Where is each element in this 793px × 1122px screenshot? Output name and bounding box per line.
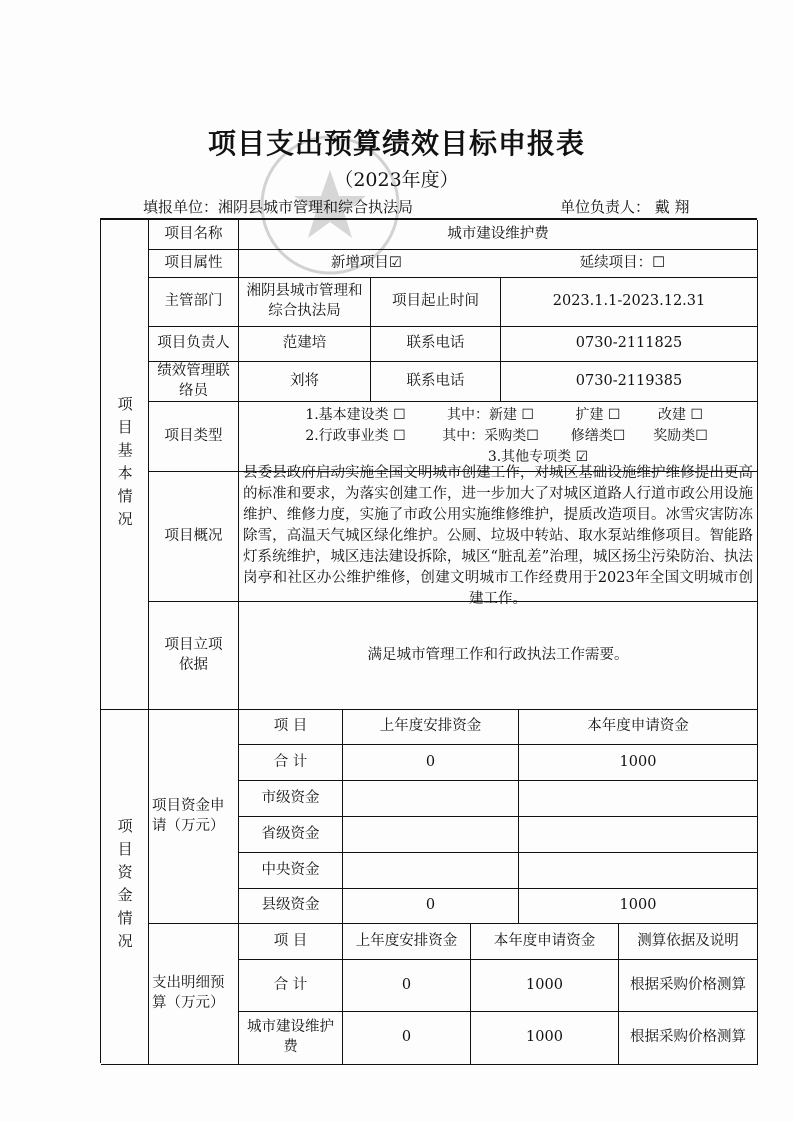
apply-row-label: 市级资金 (239, 781, 343, 817)
attr-continue-checkbox[interactable]: 延续项目：☐ (579, 254, 666, 271)
attr-label: 项目属性 (149, 250, 239, 278)
type-option[interactable]: 1.基本建设类 ☐ (305, 407, 406, 424)
apply-cell (343, 817, 519, 853)
liaison-phone: 0730-2119385 (501, 362, 758, 402)
apply-cell (343, 853, 519, 889)
unit-head: 单位负责人： 戴 翔 (560, 198, 690, 216)
name-label: 项目名称 (149, 220, 239, 250)
detail-label: 支出明细预算（万元） (149, 924, 239, 1065)
type-label: 项目类型 (149, 402, 239, 472)
detail-cell: 1000 (471, 1012, 619, 1065)
apply-label: 项目资金申请（万元） (149, 710, 239, 924)
dept-value: 湘阴县城市管理和综合执法局 (239, 278, 371, 327)
project-attribute (239, 250, 758, 278)
apply-row-label: 合 计 (239, 745, 343, 781)
phone-label: 联系电话 (371, 327, 501, 362)
apply-cell (519, 817, 758, 853)
attr-new-checkbox[interactable]: 新增项目☑ (330, 254, 402, 271)
detail-row-label: 城市建设维护费 (239, 1012, 343, 1065)
type-option[interactable]: 修缮类☐ (570, 428, 626, 445)
reporting-unit: 填报单位：湘阴县城市管理和综合执法局 (143, 198, 414, 216)
detail-row-label: 合 计 (239, 960, 343, 1012)
type-option[interactable]: 扩建 ☐ (575, 407, 621, 424)
project-name: 城市建设维护费 (239, 220, 758, 250)
apply-row-label: 中央资金 (239, 853, 343, 889)
type-option[interactable]: 其中：采购类☐ (442, 428, 539, 445)
lead-label: 项目负责人 (149, 327, 239, 362)
project-type-options (239, 402, 758, 472)
apply-row-label: 县级资金 (239, 889, 343, 924)
overview-text: 县委县政府启动实施全国文明城市创建工作，对城区基础设施维护维修提出更高的标准和要求，为落实创建工作，进一步加大了对城区道路人行道市政公用设施维护、维修力度，实施了市政公用实施维修维护，提质改造项目。冰雪灾害防冻除雪，高温天气城区绿化维护。公厕、垃圾中转站、取水泵站维修项目。智能路灯系统维护，城区违法建设拆除，城区“脏乱差”治理，城区扬尘污染防治、执法岗亭和社区办公维护维修，创建文明城市工作经费用于2023年全国文明城市创建工作。 (239, 472, 758, 602)
liaison-value: 刘将 (239, 362, 371, 402)
apply-cell: 1000 (519, 745, 758, 781)
page-title: 项目支出预算绩效目标申报表 (207, 127, 585, 160)
type-option[interactable]: 改建 ☐ (657, 407, 703, 424)
type-option[interactable]: 其中：新建 ☐ (446, 407, 534, 424)
section-funds-label: 项目资金情况 (101, 710, 149, 1065)
overview-label: 项目概况 (149, 472, 239, 602)
apply-cell: 1000 (519, 889, 758, 924)
apply-header-cell: 上年度安排资金 (343, 710, 519, 745)
apply-cell (519, 781, 758, 817)
detail-header-cell: 项 目 (239, 924, 343, 960)
phone-label: 联系电话 (371, 362, 501, 402)
detail-header-cell: 测算依据及说明 (619, 924, 758, 960)
detail-header-cell: 本年度申请资金 (471, 924, 619, 960)
fiscal-year: （2023年度） (334, 169, 459, 191)
type-option[interactable]: 奖励类☐ (653, 428, 708, 445)
period-value: 2023.1.1-2023.12.31 (501, 278, 758, 327)
apply-cell (343, 781, 519, 817)
detail-cell: 0 (343, 1012, 471, 1065)
basis-label: 项目立项依据 (149, 602, 239, 710)
basis-text: 满足城市管理工作和行政执法工作需要。 (239, 602, 758, 710)
apply-header-cell: 项 目 (239, 710, 343, 745)
period-label: 项目起止时间 (371, 278, 501, 327)
type-option-other[interactable]: 3.其他专项类 ☑ (487, 448, 589, 465)
apply-cell (519, 853, 758, 889)
type-option[interactable]: 2.行政事业类 ☐ (305, 428, 406, 445)
lead-value: 范建培 (239, 327, 371, 362)
apply-row-label: 省级资金 (239, 817, 343, 853)
detail-cell: 0 (343, 960, 471, 1012)
detail-header-cell: 上年度安排资金 (343, 924, 471, 960)
budget-form-table (100, 218, 757, 1063)
liaison-label: 绩效管理联络员 (149, 362, 239, 402)
detail-cell: 1000 (471, 960, 619, 1012)
dept-label: 主管部门 (149, 278, 239, 327)
apply-header-cell: 本年度申请资金 (519, 710, 758, 745)
apply-cell: 0 (343, 889, 519, 924)
detail-cell: 根据采购价格测算 (619, 1012, 758, 1065)
lead-phone: 0730-2111825 (501, 327, 758, 362)
detail-cell: 根据采购价格测算 (619, 960, 758, 1012)
apply-cell: 0 (343, 745, 519, 781)
section-basic-label: 项目基本情况 (101, 220, 149, 710)
